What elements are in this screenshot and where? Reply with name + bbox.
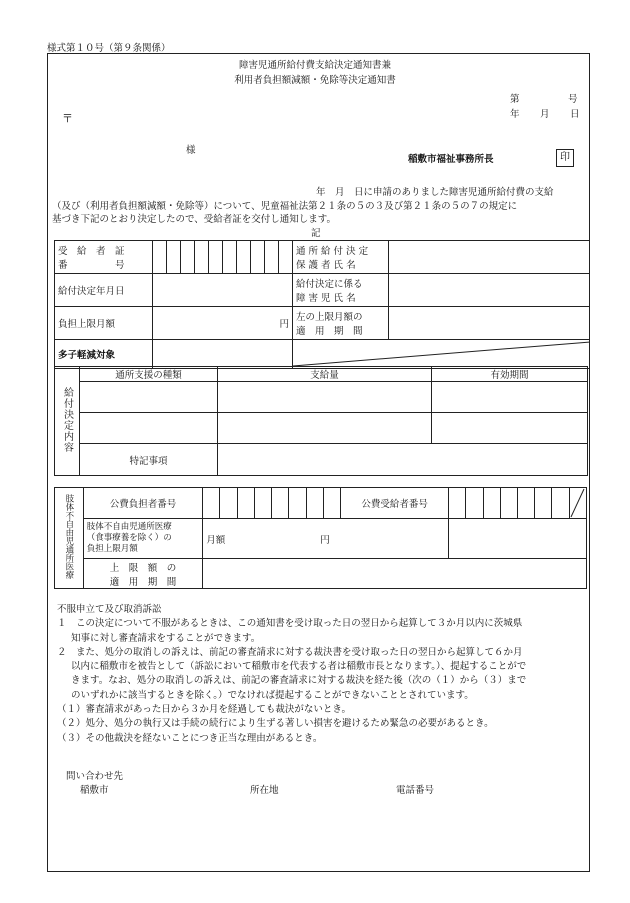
applicable-period-label-1: 左の上限月額の	[296, 312, 363, 323]
amount-header: 支給量	[218, 367, 432, 382]
public-recipient-number-label: 公費受給者番号	[341, 488, 449, 519]
payer-digit	[272, 488, 289, 519]
payer-digit	[323, 488, 340, 519]
monthly-limit-label: 負担上限月額	[55, 307, 153, 340]
recipient-digit	[518, 488, 535, 519]
medical-limit-label	[83, 519, 202, 559]
payer-digit	[306, 488, 323, 519]
limit-period-value	[203, 559, 587, 589]
recipient-digit	[483, 488, 500, 519]
table-row	[432, 413, 588, 444]
payer-digit	[220, 488, 237, 519]
limit-period-label	[83, 559, 202, 589]
decision-summary-table	[54, 240, 590, 369]
appeal-para-2d: のいずれかに該当するときを除く。）でなければ提起することができないこととされています。	[71, 689, 474, 701]
child-name-value	[389, 274, 590, 307]
recipient-number-digit	[181, 241, 195, 274]
recipient-digit	[535, 488, 552, 519]
multi-child-diagonal-cell	[293, 340, 590, 369]
child-name-label	[293, 274, 389, 307]
recipient-number-label-1: 受 給 者 証	[58, 246, 125, 257]
contact-address-label: 所在地	[250, 785, 279, 796]
guardian-name-value	[389, 241, 590, 274]
recipient-digit-last	[569, 488, 586, 519]
recipient-digit	[552, 488, 569, 519]
table-row	[80, 413, 218, 444]
intro-line-2: （及び（利用者負担額減額・免除等）について、児童福祉法第２１条の５の３及び第２１条の５の７の規定に	[52, 201, 518, 212]
appeal-condition-1: （１）審査請求があった日から３か月を経過しても裁決がないとき。	[57, 704, 352, 716]
date-month: 月	[540, 109, 550, 120]
decision-date-value	[153, 274, 293, 307]
recipient-number-digit	[279, 241, 293, 274]
table-row	[218, 382, 432, 413]
appeal-heading: 不服申立て及び取消訴訟	[57, 604, 162, 615]
intro-line-1: 年 月 日に申請のありました障害児通所給付費の支給	[316, 187, 554, 198]
recipient-digit	[466, 488, 483, 519]
guardian-name-label-1: 通 所 給 付 決 定	[296, 246, 369, 257]
recipient-number-digit	[265, 241, 279, 274]
benefit-content-side-label	[55, 367, 80, 476]
payer-digit	[203, 488, 220, 519]
diagonal-strike	[293, 340, 590, 368]
recipient-number-digit	[223, 241, 237, 274]
appeal-para-2a: ２ また、処分の取消しの訴えは、前記の審査請求に対する裁決書を受け取った日の翌日から起算して６か月	[57, 646, 523, 658]
diagonal-strike	[570, 488, 585, 518]
yen-unit: 円	[279, 319, 289, 330]
medical-limit-blank	[449, 519, 587, 559]
date-year: 年	[510, 109, 520, 120]
medical-table	[54, 487, 587, 589]
guardian-name-label-2: 保 護 者 氏 名	[296, 260, 356, 271]
medical-side-label	[55, 488, 84, 589]
multi-child-label: 多子軽減対象	[55, 340, 153, 369]
appeal-notes	[57, 603, 585, 746]
contact-phone-label: 電話番号	[396, 785, 435, 796]
appeal-para-1b: 知事に対し審査請求をすることができます。	[71, 632, 261, 644]
recipient-number-label-2: 番 号	[58, 260, 125, 271]
recipient-number-digit	[237, 241, 251, 274]
recipient-number-digit	[167, 241, 181, 274]
monthly-limit-value	[153, 307, 293, 340]
recipient-number-digit	[209, 241, 223, 274]
limit-period-label-2: 適 用 期 間	[109, 576, 177, 588]
validity-header: 有効期間	[432, 367, 588, 382]
applicable-period-value	[389, 307, 590, 340]
support-type-header: 通所支援の種類	[80, 367, 218, 382]
special-notes-value	[218, 444, 588, 476]
limit-period-label-1: 上 限 額 の	[109, 562, 177, 574]
medical-side-text: 肢体不自由児通所医療	[63, 494, 74, 579]
applicable-period-label-2: 適 用 期 間	[296, 326, 363, 337]
medical-limit-value	[203, 519, 449, 559]
child-name-label-2: 障 害 児 氏 名	[296, 293, 356, 304]
doc-no-dai: 第	[510, 94, 520, 105]
intro-line-3: 基づき下記のとおり決定したので、受給者証を交付し通知します。	[52, 214, 337, 225]
applicable-period-label	[293, 307, 389, 340]
medical-limit-label-2: （食事療養を除く）の	[86, 533, 172, 543]
table-row	[80, 382, 218, 413]
title-line-1: 障害児通所給付費支給決定通知書兼	[238, 60, 391, 71]
appeal-condition-3: （３）その他裁決を経ないことにつき正当な理由があるとき。	[57, 732, 323, 744]
child-name-label-1: 給付決定に係る	[296, 279, 363, 290]
recipient-number-digit	[195, 241, 209, 274]
guardian-name-label	[293, 241, 389, 274]
medical-limit-label-3: 負担上限月額	[86, 544, 138, 554]
issuer-name: 稲敷市福祉事務所長	[408, 154, 494, 165]
recipient-number-digit	[251, 241, 265, 274]
benefit-content-side-text: 給付決定内容	[61, 386, 73, 453]
contact-city: 稲敷市	[80, 785, 109, 796]
contact-heading: 問い合わせ先	[66, 771, 124, 782]
payer-digit	[254, 488, 271, 519]
yen-unit: 円	[320, 534, 330, 546]
special-notes-label: 特記事項	[80, 444, 218, 476]
recipient-digit	[449, 488, 466, 519]
appeal-para-2b: 以内に稲敷市を被告として（訴訟において稲敷市を代表する者は稲敷市長となります。）、提起することがで	[71, 661, 527, 673]
recipient-number-label	[55, 241, 153, 274]
payer-digit	[237, 488, 254, 519]
recipient-number-digit	[153, 241, 167, 274]
ki-label: 記	[311, 228, 321, 239]
date-day: 日	[570, 109, 580, 120]
form-number: 様式第１０号（第９条関係）	[47, 43, 171, 54]
table-row	[218, 413, 432, 444]
postal-mark: 〒	[62, 112, 73, 125]
monthly-label: 月額	[206, 534, 226, 546]
seal-box: 印	[556, 149, 574, 167]
honorific-sama: 様	[186, 145, 196, 156]
doc-no-go: 号	[568, 94, 578, 105]
appeal-para-2c: きます。なお、処分の取消しの訴えは、前記の審査請求に対する裁決を経た後（次の（１）から（３）まで	[71, 675, 527, 687]
public-payer-number-label: 公費負担者番号	[83, 488, 202, 519]
payer-digit	[289, 488, 306, 519]
recipient-digit	[500, 488, 517, 519]
appeal-condition-2: （２）処分、処分の執行又は手続の続行により生ずる著しい損害を避けるため緊急の必要があるとき。	[57, 718, 494, 730]
medical-limit-label-1: 肢体不自由児通所医療	[86, 522, 172, 532]
multi-child-value	[153, 340, 293, 369]
title-line-2: 利用者負担額減額・免除等決定通知書	[234, 75, 396, 86]
appeal-para-1a: １ この決定について不服があるときは、この通知書を受け取った日の翌日から起算して３か月以内に茨城県	[57, 618, 523, 630]
benefit-content-table	[54, 366, 588, 476]
table-row	[432, 382, 588, 413]
decision-date-label: 給付決定年月日	[55, 274, 153, 307]
